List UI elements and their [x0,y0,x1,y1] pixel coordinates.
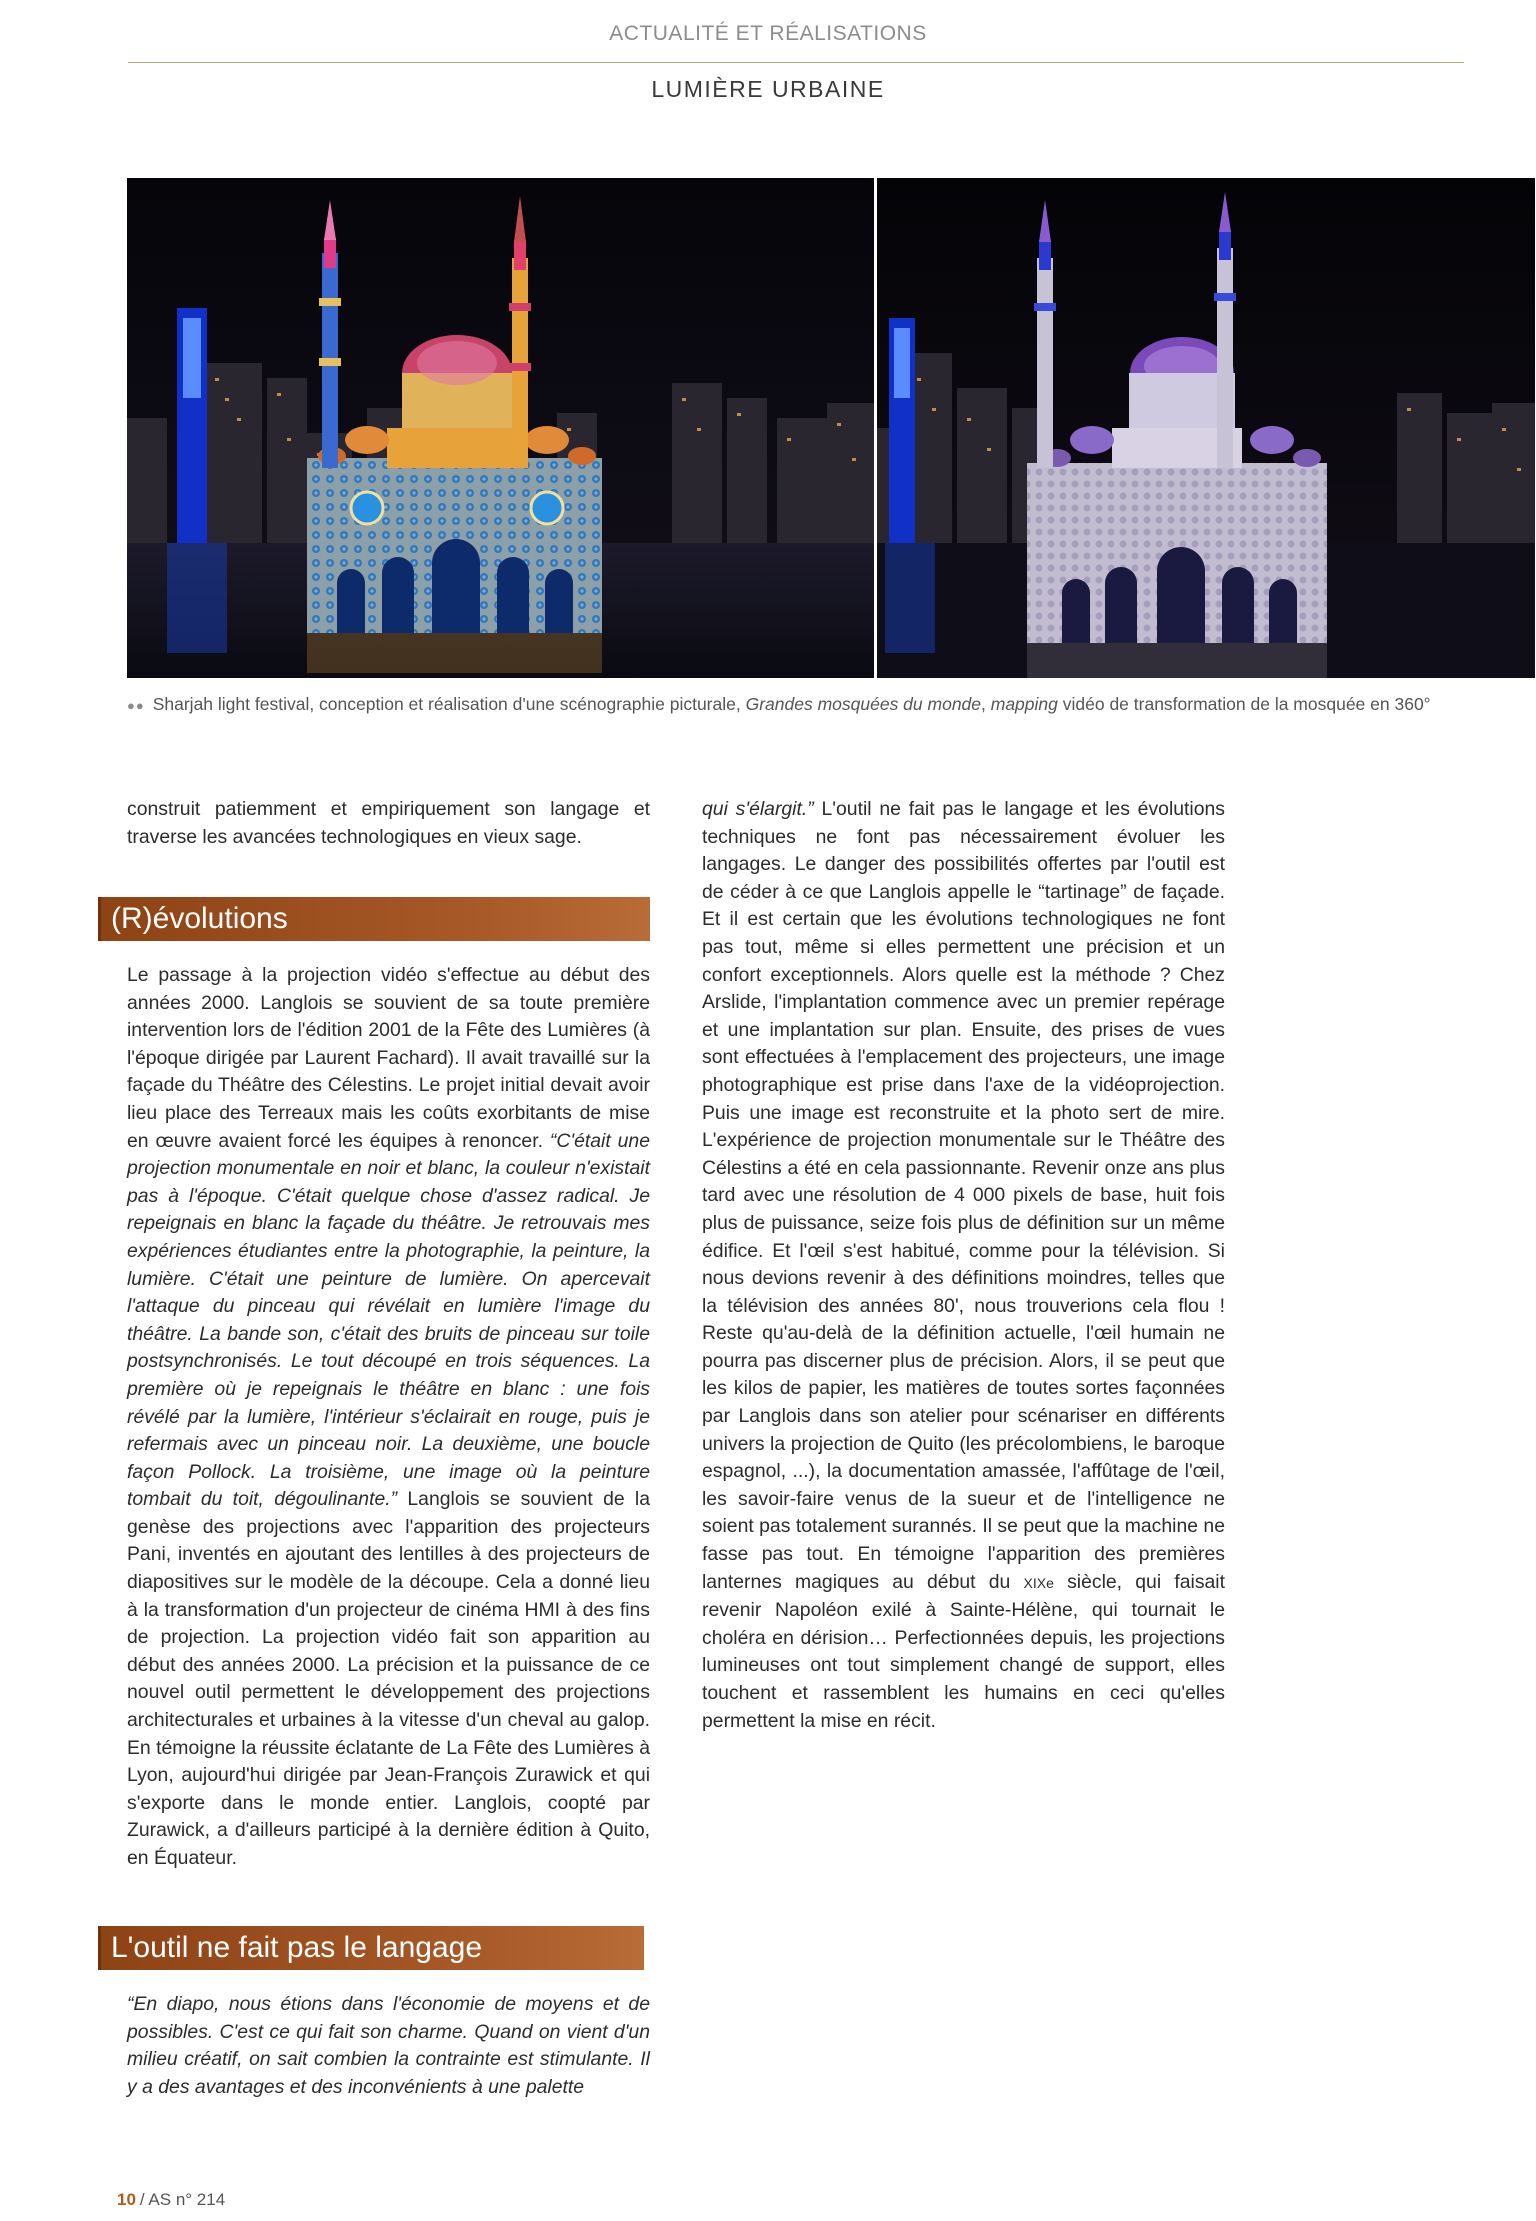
caption-italic-1: Grandes mosquées du monde [745,694,982,714]
header-rule [128,62,1464,63]
heading-outil: L'outil ne fait pas le langage [98,1926,644,1970]
magazine-issue: / AS n° 214 [139,2190,226,2209]
century-numeral: XIXe [1023,1574,1054,1591]
heading-revolutions: (R)évolutions [98,897,650,941]
page-header-section: ACTUALITÉ ET RÉALISATIONS [609,22,927,45]
right-text-main: L'outil ne fait pas le langage et les évolutions techniques ne font pas nécessairement évoluer les langages. Le danger des possibilités offertes par l'outil est de céder à ce que Langlois appelle le “tartinage” de façade. Et il est certain que les évolutions technologiques ne font pas tout, même si elles permettent une précision et un confort exceptionnels. Alors quelle est la méthode ? Chez Arslide, l'implantation commence avec un premier repérage et une implantation sur plan. Ensuite, des prises de vues sont effectuées à l'emplacement des projecteurs, une image photographique est prise dans l'axe de la vidéoprojection. Puis une image est reconstruite et la photo sert de mire. L'expérience de projection monumentale sur le Théâtre des Célestins a été en cela passionnante. Revenir onze ans plus tard avec une résolution de 4 000 pixels de base, huit fois plus de puissance, seize fois plus de définition sur un même édifice. Et l'œil s'est habitué, comme pour la télévision. Si nous devions revenir à des définitions moindres, telles que la télévision des années 80', nous trouverions cela flou ! Reste qu'au-delà de la définition actuelle, l'œil humain ne pourra pas discerner plus de précision. Alors, il se peut que les kilos de papier, les matières de toutes sortes façonnées par Langlois dans son atelier pour scénariser en différents univers la projection de Quito (les précolombiens, le baroque espagnol, ...), la documentation amassée, l'affûtage de l'œil, les savoir-faire venus de la sueur et de l'intelligence ne soient pas totalement surannés. Il se peut que la machine ne fasse pas tout. En témoigne l'apparition des premières lanternes magiques au début du [702,798,1225,1593]
quote-continuation: qui s'élargit.” [702,798,814,820]
outil-paragraph [127,1991,650,2101]
diapo-quote: “En diapo, nous étions dans l'économie de moyens et de possibles. C'est ce qui fait son charme. Quand on vient d'un milieu créatif, on sait combien la contrainte est stimulante. Il y a des avantages et des inconvénients à une palette [127,1993,650,2098]
caption-text-3: vidéo de transformation de la mosquée en 360° [1057,694,1431,714]
bullet-dots-icon: ●● [127,698,145,713]
caption-italic-2: mapping [990,694,1058,714]
page-header-subsection: LUMIÈRE URBAINE [651,76,885,102]
langlois-quote: “C'était une projection monumentale en noir et blanc, la couleur n'existait pas à l'époque. C'était quelque chose d'assez radical. Je repeignais en blanc la façade du théâtre. Je retrouvais mes expériences étudiantes entre la photographie, la peinture, la lumière. C'était une peinture de lumière. On apercevait l'attaque du pinceau qui révélait en lumière l'image du théâtre. La bande son, c'était des bruits de pinceau sur toile postsynchronisés. Le tout découpé en trois séquences. La première où je repeignais le théâtre en blanc : une fois révélé par la lumière, l'intérieur s'éclairait en rouge, puis je refermais avec un pinceau noir. La deuxième, une boucle façon Pollock. La troisième, une image où la peinture tombait du toit, dégoulinante.” [127,1129,650,1511]
photo-caption [127,694,1527,715]
revolutions-paragraph [127,962,650,1873]
caption-text-1: Sharjah light festival, conception et réalisation d'une scénographie picturale, [152,694,746,714]
page-number: 10 [117,2190,136,2209]
right-column-paragraph [702,796,1225,1735]
revolutions-text-end: Langlois se souvient de la genèse des projections avec l'apparition des projecteurs Pani, inventés en ajoutant des lentilles à des projecteurs de diapositives sur le modèle de la découpe. Cela a donné lieu à la transformation d'un projecteur de cinéma HMI à des fins de projection. La projection vidéo fait son apparition au début des années 2000. La précision et la puissance de ce nouvel outil permettent le développement des projections architecturales et urbaines à la vitesse d'un cheval au galop. En témoigne la réussite éclatante de La Fête des Lumières à Lyon, aujourd'hui dirigée par Jean-François Zurawick et qui s'exporte dans le monde entier. Langlois, coopté par Zurawick, a d'ailleurs participé à la dernière édition à Quito, en Équateur. [127,1488,651,1869]
caption-text-2: , [981,694,991,714]
intro-paragraph: construit patiemment et empiriquement son langage et traverse les avancées technologiques en vieux sage. [127,798,650,848]
mosque-photo-colorful [127,178,874,678]
page-footer [117,2190,225,2210]
mosque-photo-white [877,178,1535,678]
right-text-end: siècle, qui faisait revenir Napoléon exilé à Sainte-Hélène, qui tournait le choléra en dérision… Perfectionnées depuis, les projections lumineuses ont tout simplement changé de support, elles touchent et rassemblent les humains en ceci qu'elles permettent la mise en récit. [702,1570,1225,1732]
revolutions-text-start: Le passage à la projection vidéo s'effectue au début des années 2000. Langlois se souvient de sa toute première intervention lors de l'édition 2001 de la Fête des Lumières (à l'époque dirigée par Laurent Fachard). Il avait travaillé sur la façade du Théâtre des Célestins. Le projet initial devait avoir lieu place des Terreaux mais les coûts exorbitants de mise en œuvre avaient forcé les équipes à renoncer. [127,964,650,1152]
